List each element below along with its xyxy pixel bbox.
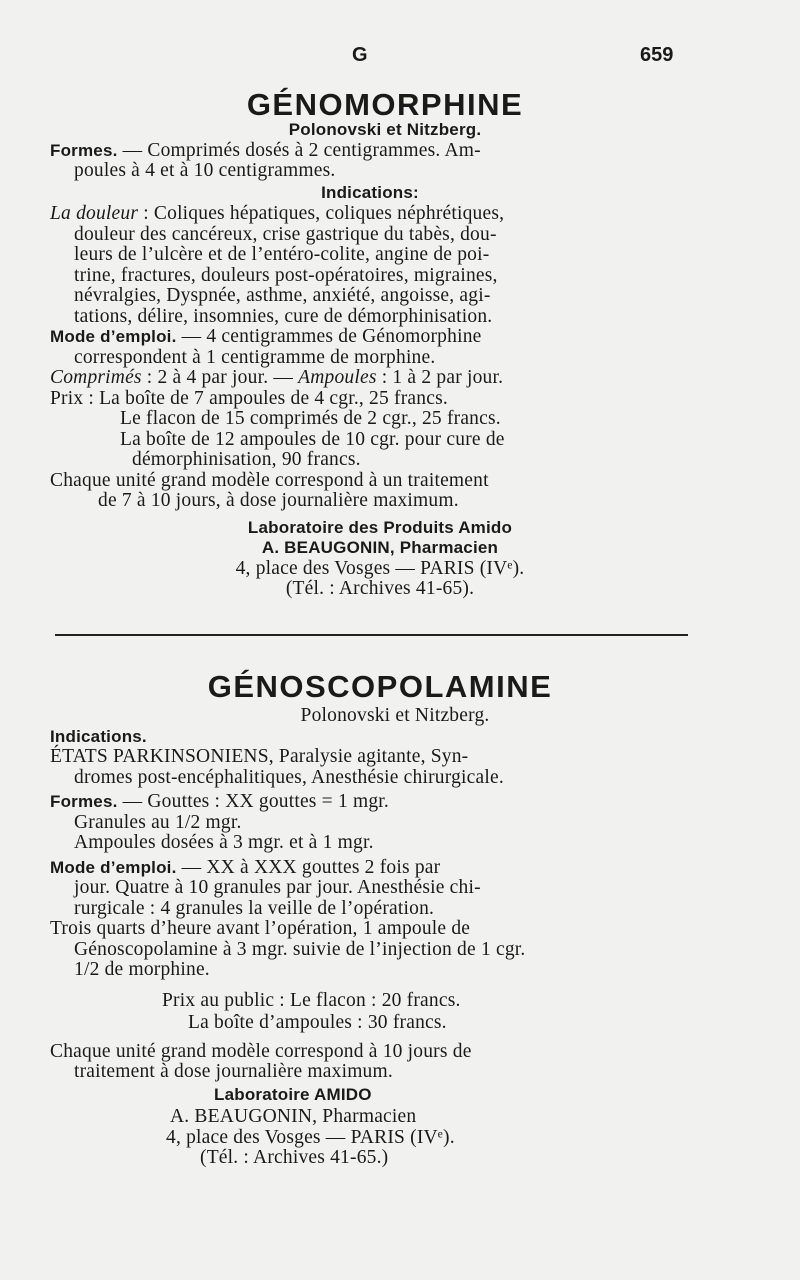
indications-line: douleur des cancéreux, crise gastrique du tabès, dou- [74, 223, 497, 245]
indications-line: leurs de l’ulcère et de l’entéro-colite, angine de poi- [74, 244, 490, 265]
mode-label: Mode d’emploi. [50, 857, 177, 877]
laboratory-name: Laboratoire AMIDO [214, 1084, 372, 1104]
price-line: démorphinisation, 90 francs. [132, 449, 361, 470]
pharmacist-line: A. BEAUGONIN, Pharmacien [261, 538, 499, 557]
price-line: Prix : La boîte de 7 ampoules de 4 cgr., 25 francs. [50, 387, 448, 409]
formes-line: Formes. — Gouttes : XX gouttes = 1 mgr. [50, 791, 389, 812]
formes-label: Formes. [50, 140, 118, 160]
mode-line: Mode d’emploi. — XX à XXX gouttes 2 fois par [50, 856, 441, 878]
article-title: GÉNOMORPHINE [246, 87, 524, 122]
article-authors: Polonovski et Nitzberg. [288, 120, 482, 139]
indications-line: ÉTATS PARKINSONIENS, Paralysie agitante, Syn- [50, 746, 469, 767]
mode-line: rurgicale : 4 granules la veille de l’opération. [74, 897, 435, 919]
address-line: 4, place des Vosges — PARIS (IVᵉ). [235, 557, 525, 579]
section-divider [55, 634, 688, 636]
mode-line: Comprimés : 2 à 4 par jour. — Ampoules : 1 à 2 par jour. [50, 367, 504, 388]
mode-line: Trois quarts d’heure avant l’opération, 1 ampoule de [50, 918, 471, 939]
address-line: 4, place des Vosges — PARIS (IVᵉ). [166, 1126, 455, 1148]
article-authors: Polonovski et Nitzberg. [300, 705, 490, 726]
mode-line: jour. Quatre à 10 granules par jour. Anesthésie chi- [74, 877, 481, 898]
price-line: Prix au public : Le flacon : 20 francs. [162, 989, 461, 1011]
indications-heading: Indications. [50, 726, 147, 746]
article-genoscopolamine [50, 670, 690, 1169]
laboratory-name: Laboratoire des Produits Amido [247, 517, 513, 537]
mode-line: Génoscopolamine à 3 mgr. suivie de l’injection de 1 cgr. [74, 938, 526, 960]
unit-line: Chaque unité grand modèle correspond à un traitement [50, 469, 489, 491]
page-number: 659 [640, 44, 674, 66]
mode-line: Mode d’emploi. — 4 centigrammes de Génomorphine [50, 326, 482, 347]
telephone-line: (Tél. : Archives 41-65). [285, 578, 475, 599]
price-line: La boîte de 12 ampoules de 10 cgr. pour cure de [120, 428, 505, 450]
indications-line: trine, fractures, douleurs post-opératoires, migraines, [74, 264, 498, 286]
indications-heading: Indications: [321, 182, 419, 202]
article-title: GÉNOSCOPOLAMINE [207, 669, 553, 704]
unit-line: de 7 à 10 jours, à dose journalière maximum. [98, 490, 459, 511]
mode-label: Mode d’emploi. [50, 327, 177, 346]
indications-line: névralgies, Dyspnée, asthme, anxiété, angoisse, agi- [74, 285, 491, 306]
indications-line: dromes post-encéphalitiques, Anesthésie chirurgicale. [74, 766, 504, 788]
section-letter: G [352, 44, 368, 66]
formes-line: Granules au 1/2 mgr. [74, 811, 242, 833]
mode-line: 1/2 de morphine. [74, 959, 210, 980]
formes-line: Formes. — Comprimés dosés à 2 centigrammes. Am- [50, 139, 481, 161]
formes-label: Formes. [50, 792, 118, 811]
indications-line: tations, délire, insomnies, cure de démorphinisation. [74, 305, 493, 327]
unit-line: traitement à dose journalière maximum. [74, 1061, 393, 1082]
running-header [0, 44, 800, 72]
formes-line: Ampoules dosées à 3 mgr. et à 1 mgr. [74, 832, 374, 853]
pharmacist-line: A. BEAUGONIN, Pharmacien [170, 1106, 417, 1127]
mode-line: correspondent à 1 centigramme de morphine. [74, 346, 436, 368]
indications-line: La douleur : Coliques hépatiques, coliques néphrétiques, [50, 203, 505, 224]
unit-line: Chaque unité grand modèle correspond à 10 jours de [50, 1040, 472, 1062]
telephone-line: (Tél. : Archives 41-65.) [200, 1147, 389, 1168]
article-genomorphine [50, 88, 690, 600]
price-line: Le flacon de 15 comprimés de 2 cgr., 25 francs. [120, 408, 501, 429]
price-line: La boîte d’ampoules : 30 francs. [188, 1012, 447, 1033]
formes-line-2: poules à 4 et à 10 centigrammes. [74, 160, 336, 181]
